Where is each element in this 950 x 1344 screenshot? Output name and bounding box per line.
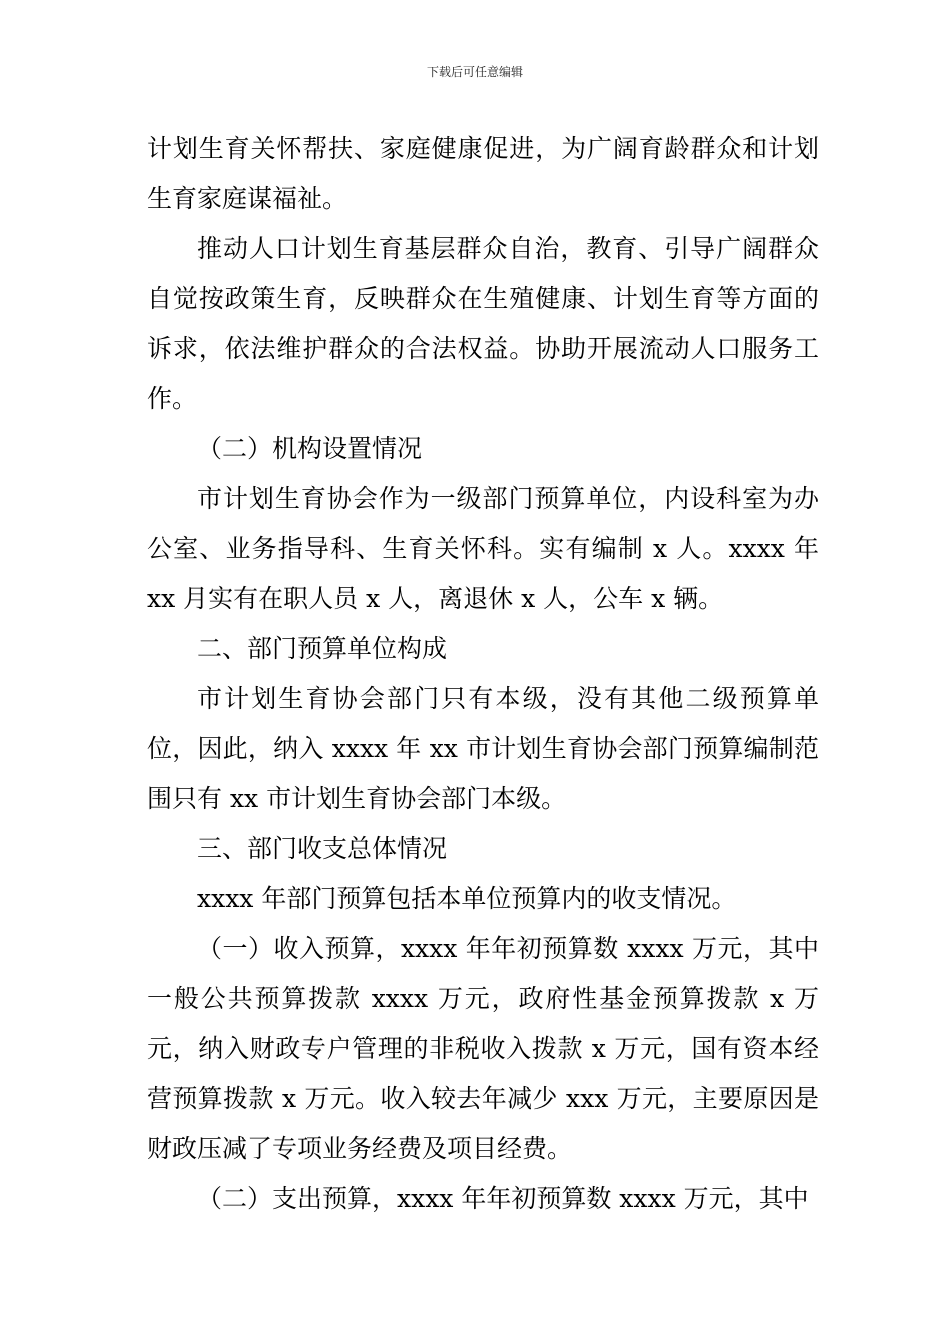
section-heading-org-setup: （二）机构设置情况 (197, 434, 423, 463)
section-heading-budget-units: 二、部门预算单位构成 (197, 634, 448, 663)
paragraph-budget-units: 市计划生育协会部门只有本级，没有其他二级预算单位，因此，纳入 xxxx 年 xx 市计划生育协会部门预算编制范围只有 xx 市计划生育协会部门本级。 (147, 684, 819, 813)
page-header-note: 下载后可任意编辑 (426, 65, 523, 79)
paragraph-continuation: 计划生育关怀帮扶、家庭健康促进，为广阔育龄群众和计划生育家庭谋福祉。 (147, 134, 819, 213)
paragraph-org-setup: 市计划生育协会作为一级部门预算单位，内设科室为办公室、业务指导科、生育关怀科。实有编制 x 人。xxxx 年 xx 月实有在职人员 x 人，离退休 x 人，公车 x 辆。 (147, 484, 819, 613)
document-body (147, 124, 819, 1224)
section-heading-overall: 三、部门收支总体情况 (197, 834, 448, 863)
paragraph-expense-budget: （二）支出预算，xxxx 年年初预算数 xxxx 万元，其中 (197, 1184, 809, 1213)
paragraph-duties: 推动人口计划生育基层群众自治，教育、引导广阔群众自觉按政策生育，反映群众在生殖健康、计划生育等方面的诉求，依法维护群众的合法权益。协助开展流动人口服务工作。 (147, 234, 819, 413)
paragraph-overall: xxxx 年部门预算包括本单位预算内的收支情况。 (197, 884, 737, 913)
paragraph-income-budget: （一）收入预算，xxxx 年年初预算数 xxxx 万元，其中一般公共预算拨款 xxxx 万元，政府性基金预算拨款 x 万元，纳入财政专户管理的非税收入拨款 x 万元，国有资本经营预算拨款 x 万元。收入较去年减少 xxx 万元，主要原因是财政压减了专项业务经费及项目经费。 (147, 934, 819, 1163)
